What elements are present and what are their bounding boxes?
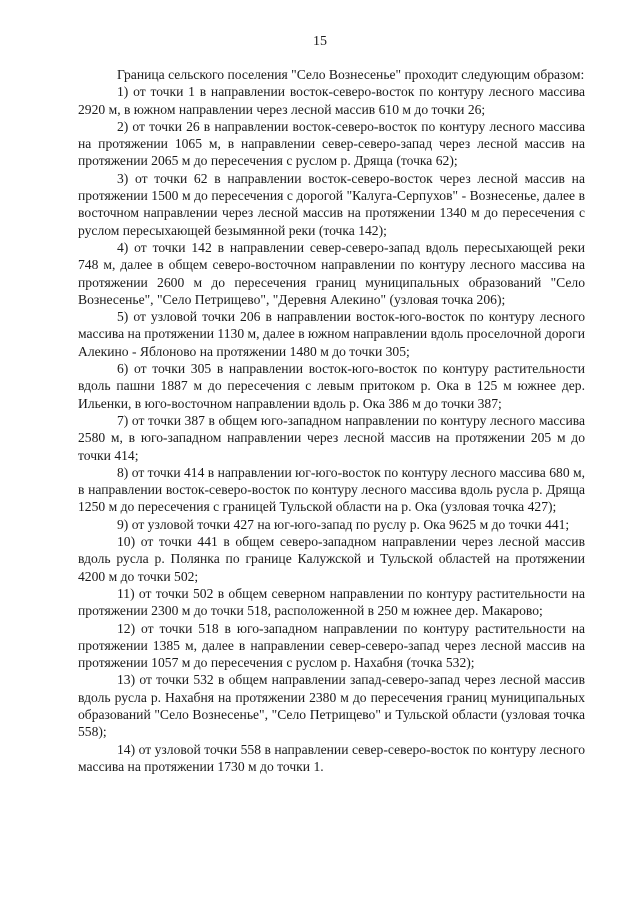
boundary-item-4: 4) от точки 142 в направлении север-северо-запад вдоль пересыхающей реки 748 м, далее в общем северо-восточном направлении по контуру лесного массива на протяжении 2600 м до пересечения границ муниципальных образований "Село Вознесенье", "Село Петрищево", "Деревня Алекино" (узловая точка 206);	[78, 239, 585, 307]
boundary-item-12: 12) от точки 518 в юго-западном направлении по контуру растительности на протяжении 1385 м, далее в направлении север-северо-запад через лесной массив на протяжении 1057 м до пересечения с руслом р. Нахабня (точка 532);	[78, 620, 585, 671]
boundary-item-5: 5) от узловой точки 206 в направлении восток-юго-восток по контуру лесного массива на протяжении 1130 м, далее в южном направлении вдоль проселочной дороги Алекино - Яблоново на протяжении 1480 м до точки 305;	[78, 309, 585, 359]
boundary-item-1: 1) от точки 1 в направлении восток-северо-восток по контуру лесного массива 2920 м, в южном направлении через лесной массив 610 м до точки 26;	[78, 84, 585, 117]
boundary-item-3: 3) от точки 62 в направлении восток-северо-восток через лесной массив на протяжении 1500 м до пересечения с дорогой "Калуга-Серпухов" - Вознесенье, далее в восточном направлении через лесной массив на протяжении 1340 м до пересечения с руслом пересыхающей безымянной реки (точка 142);	[78, 170, 585, 238]
boundary-item-9: 9) от узловой точки 427 на юг-юго-запад по руслу р. Ока 9625 м до точки 441;	[117, 516, 570, 532]
boundary-item-11: 11) от точки 502 в общем северном направлении по контуру растительности на протяжении 2300 м до точки 518, расположенной в 250 м южнее дер. Макарово;	[78, 585, 585, 619]
boundary-item-6: 6) от точки 305 в направлении восток-юго-восток по контуру растительности вдоль пашни 1887 м до пересечения с левым притоком р. Ока в 125 м южнее дер. Ильенки, в юго-восточном направлении вдоль р. Ока 386 м до точки 387;	[78, 361, 585, 411]
boundary-item-10: 10) от точки 441 в общем северо-западном направлении через лесной массив вдоль русла р. Полянка по границе Калужской и Тульской областей на протяжении 4200 м до точки 502;	[78, 534, 585, 584]
document-body	[78, 66, 585, 775]
boundary-item-7: 7) от точки 387 в общем юго-западном направлении по контуру лесного массива 2580 м, в юго-западном направлении через лесной массив на протяжении 205 м до точки 414;	[78, 412, 585, 463]
boundary-item-14: 14) от узловой точки 558 в направлении север-северо-восток по контуру лесного массива на протяжении 1730 м до точки 1.	[78, 741, 585, 774]
page-number: 15	[313, 34, 327, 49]
boundary-item-13: 13) от точки 532 в общем направлении запад-северо-запад через лесной массив вдоль русла р. Нахабня на протяжении 2380 м до пересечения границ муниципальных образований "Село Вознесенье", "Село Петрищево" и Тульской области (узловая точка 558);	[78, 672, 585, 740]
boundary-item-8: 8) от точки 414 в направлении юг-юго-восток по контуру лесного массива 680 м, в направлении восток-северо-восток по контуру лесного массива вдоль русла р. Дряща 1250 м до пересечения с границей Тульской области на р. Ока (узловая точка 427);	[78, 464, 586, 515]
intro-paragraph: Граница сельского поселения "Село Вознесенье" проходит следующим образом:	[117, 67, 585, 82]
boundary-item-2: 2) от точки 26 в направлении восток-северо-восток по контуру лесного массива на протяжении 1065 м, в направлении север-северо-запад через лесной массив на протяжении 2065 м до пересечения с руслом р. Дряща (точка 62);	[78, 118, 585, 169]
